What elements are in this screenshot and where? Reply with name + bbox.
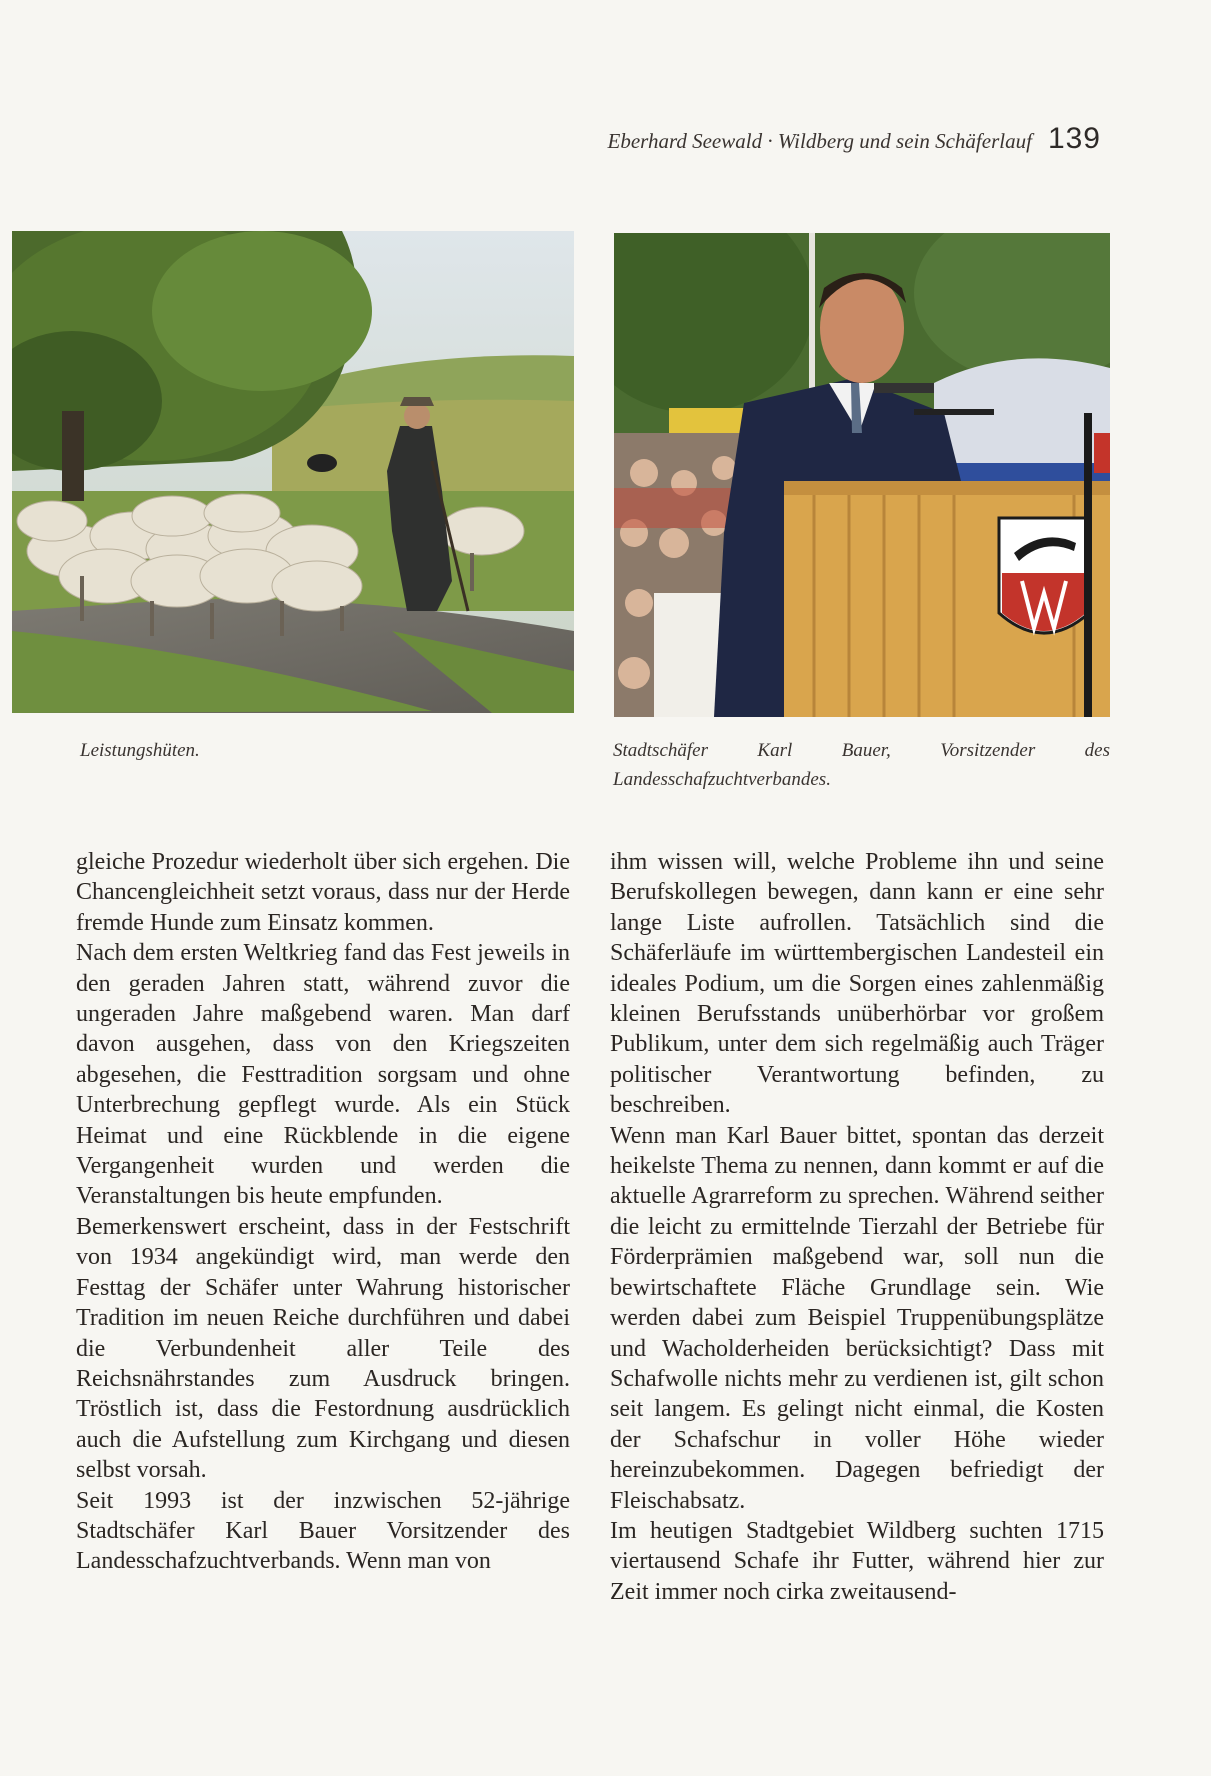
paragraph: Seit 1993 ist der inzwischen 52-jährige Stadtschäfer Karl Bauer Vorsitzender des Landesschafzuchtverbands. Wenn man von: [76, 1487, 570, 1575]
paragraph: Nach dem ersten Weltkrieg fand das Fest jeweils in den geraden Jahren statt, während zuvor die ungeraden Jahre maßgebend waren. Man darf davon ausgehen, dass von den Kriegszeiten abgesehen, die Festtradition sorgsam und ohne Unterbrechung gepflegt wurde. Als ein Stück Heimat und eine Rückblende in die eigene Vergangenheit wurden und werden die Veranstaltungen bis heute empfunden.: [76, 940, 570, 1210]
paragraph: Im heutigen Stadtgebiet Wildberg suchten 1715 viertausend Schafe ihr Futter, während hier zur Zeit immer noch cirka zweitausend-: [610, 1517, 1104, 1605]
running-head: [608, 122, 1102, 156]
speaker-lectern-illustration: [614, 233, 1110, 717]
page-number: 139: [1047, 122, 1101, 155]
text-column-left: [76, 847, 570, 1577]
paragraph: ihm wissen will, welche Probleme ihn und seine Berufskollegen bewegen, dann kann er eine sehr lange Liste aufrollen. Tatsächlich sind die Schäferläufe im württembergischen Landesteil ein ideales Podium, um die Sorgen eines zahlenmäßig kleinen Berufsstands unüberhörbar vor großem Publikum, unter dem sich regelmäßig auch Träger politischer Verantwortung befinden, zu beschreiben.: [610, 849, 1104, 1119]
paragraph: gleiche Prozedur wiederholt über sich ergehen. Die Chancengleichheit setzt voraus, dass nur der Herde fremde Hunde zum Einsatz kommen.: [76, 849, 570, 936]
photo-karl-bauer-speaking: [614, 233, 1110, 717]
figure-caption-left: Leistungshüten.: [80, 740, 200, 761]
paragraph: Bemerkenswert erscheint, dass in der Festschrift von 1934 angekündigt wird, man werde den Festtag der Schäfer unter Wahrung historischer Tradition im neuen Reiche durchführen und dabei die Verbundenheit aller Teile des Reichsnährstandes zum Ausdruck bringen. Tröstlich ist, dass die Festordnung ausdrücklich auch die Aufstellung zum Kirchgang und diesen selbst vorsah.: [76, 1213, 570, 1484]
photo-shepherd-herding: [12, 231, 574, 713]
figure-caption-right: Stadtschäfer Karl Bauer, Vorsitzender des Landesschafzuchtverbandes.: [613, 740, 1110, 790]
shepherd-herding-illustration: [12, 231, 574, 713]
running-title: Eberhard Seewald · Wildberg und sein Schäferlauf: [607, 129, 1032, 153]
text-column-right: [610, 847, 1104, 1607]
paragraph: Wenn man Karl Bauer bittet, spontan das derzeit heikelste Thema zu nennen, dann kommt er auf die aktuelle Agrarreform zu sprechen. Während seither die leicht zu ermittelnde Tierzahl der Betriebe für Förderprämien maßgebend war, soll nun die bewirtschaftete Fläche Grundlage sein. Wie werden dabei zum Beispiel Truppenübungsplätze und Wacholderheiden berücksichtigt? Dass mit Schafwolle nichts mehr zu verdienen ist, gilt schon seit langem. Es gelingt nicht einmal, die Kosten der Schafschur in voller Höhe wieder hereinzubekommen. Dagegen befriedigt der Fleischabsatz.: [610, 1122, 1104, 1514]
